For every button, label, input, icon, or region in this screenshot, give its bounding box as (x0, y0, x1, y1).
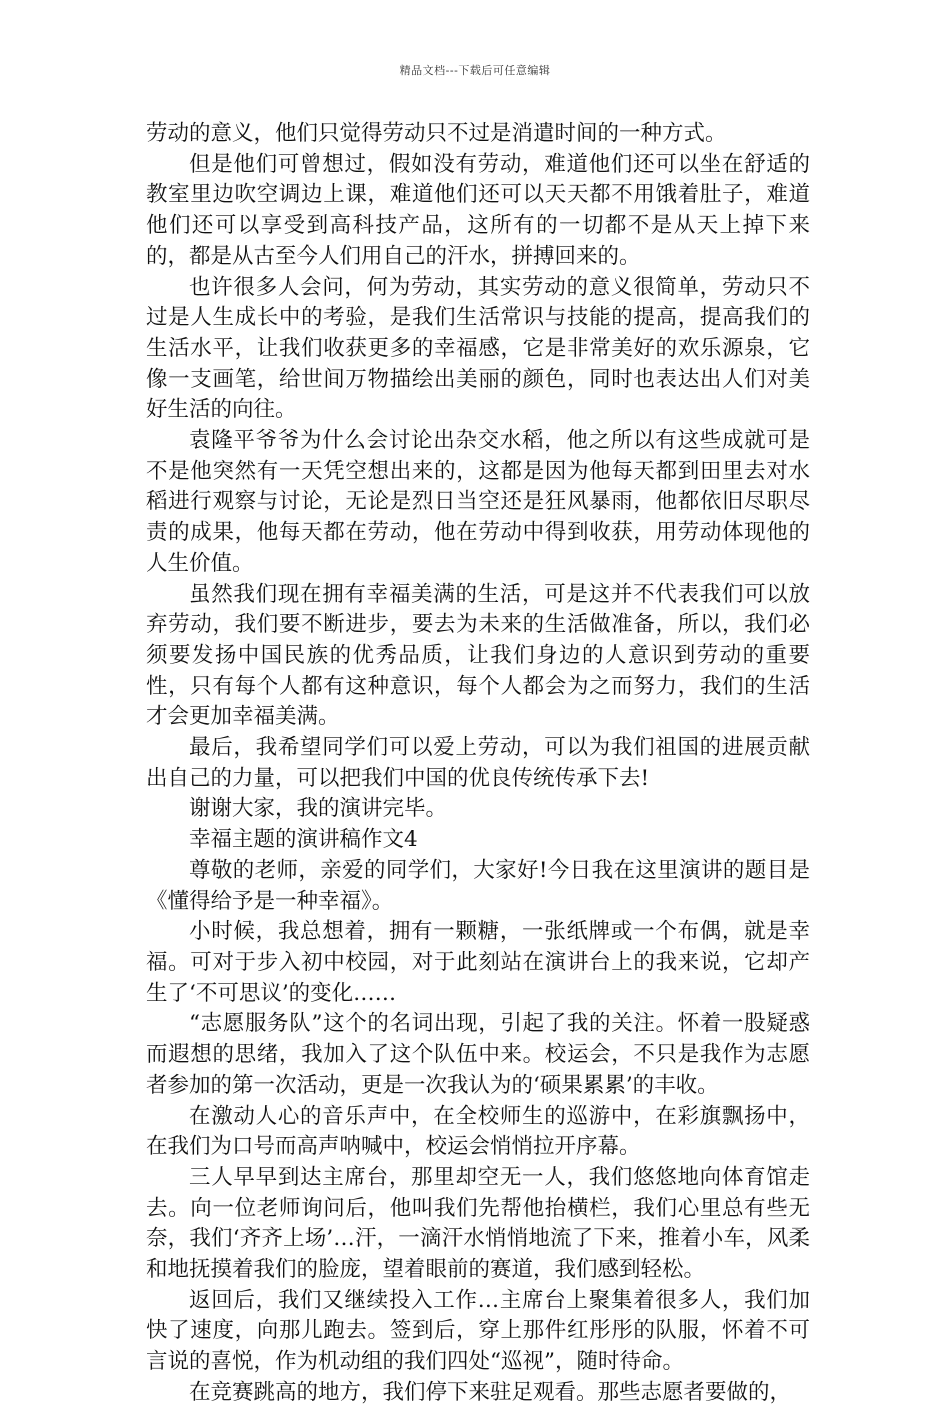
page-header: 精品文档---下载后可任意编辑 (399, 64, 551, 77)
paragraph: 袁隆平爷爷为什么会讨论出杂交水稻，他之所以有这些成就可是不是他突然有一天凭空想出来的，这都是因为他每天都到田里去对水稻进行观察与讨论，无论是烈日当空还是狂风暴雨，他都依旧尽职尽责的成果，他每天都在劳动，他在劳动中得到收获，用劳动体现他的人生价值。 (146, 428, 810, 576)
paragraph: 最后，我希望同学们可以爱上劳动，可以为我们祖国的进展贡献出自己的力量，可以把我们中国的优良传统传承下去! (146, 735, 810, 791)
paragraph: 三人早早到达主席台，那里却空无一人，我们悠悠地向体育馆走去。向一位老师询问后，他叫我们先帮他抬横栏，我们心里总有些无奈，我们‘齐齐上场’…汗，一滴汗水悄悄地流了下来，推着小车，风柔和地抚摸着我们的脸庞，望着眼前的赛道，我们感到轻松。 (146, 1164, 810, 1283)
paragraph: 虽然我们现在拥有幸福美满的生活，可是这并不代表我们可以放弃劳动，我们要不断进步，要去为未来的生活做准备，所以，我们必须要发扬中国民族的优秀品质，让我们身边的人意识到劳动的重要性，只有每个人都有这种意识，每个人都会为之而努力，我们的生活才会更加幸福美满。 (146, 581, 810, 730)
paragraph: “志愿服务队”这个的名词出现，引起了我的关注。怀着一股疑惑而遐想的思绪，我加入了这个队伍中来。校运会，不只是我作为志愿者参加的第一次活动，更是一次我认为的‘硕果累累’的丰收。 (146, 1011, 810, 1098)
paragraph: 但是他们可曾想过，假如没有劳动，难道他们还可以坐在舒适的教室里边吹空调边上课，难道他们还可以天天都不用饿着肚子，难道他们还可以享受到高科技产品，这所有的一切都不是从天上掉下来的，都是从古至今人们用自己的汗水，拼搏回来的。 (146, 151, 810, 269)
document-body (146, 119, 810, 1409)
paragraph: 小时候，我总想着，拥有一颗糖，一张纸牌或一个布偶，就是幸福。可对于步入初中校园，对于此刻站在演讲台上的我来说，它却产生了‘不可思议’的变化…… (146, 919, 810, 1006)
paragraph: 也许很多人会问，何为劳动，其实劳动的意义很简单，劳动只不过是人生成长中的考验，是我们生活常识与技能的提高，提高我们的生活水平，让我们收获更多的幸福感，它是非常美好的欢乐源泉，它像一支画笔，给世间万物描绘出美丽的颜色，同时也表达出人们对美好生活的向往。 (146, 274, 810, 423)
paragraph: 劳动的意义，他们只觉得劳动只不过是消遣时间的一种方式。 (146, 121, 727, 146)
section-title: 幸福主题的演讲稿作文4 (189, 827, 418, 853)
paragraph: 在竞赛跳高的地方，我们停下来驻足观看。那些志愿者要做的， (189, 1379, 792, 1405)
paragraph: 在激动人心的音乐声中，在全校师生的巡游中，在彩旗飘扬中，在我们为口号而高声呐喊中，校运会悄悄拉开序幕。 (146, 1103, 810, 1160)
paragraph: 返回后，我们又继续投入工作…主席台上聚集着很多人，我们加快了速度，向那儿跑去。签到后，穿上那件红彤彤的队服，怀着不可言说的喜悦，作为机动组的我们四处“巡视”，随时待命。 (146, 1287, 810, 1375)
closing-line: 谢谢大家，我的演讲完毕。 (189, 796, 448, 822)
paragraph: 尊敬的老师，亲爱的同学们，大家好!今日我在这里演讲的题目是《懂得给予是一种幸福》。 (146, 857, 810, 914)
